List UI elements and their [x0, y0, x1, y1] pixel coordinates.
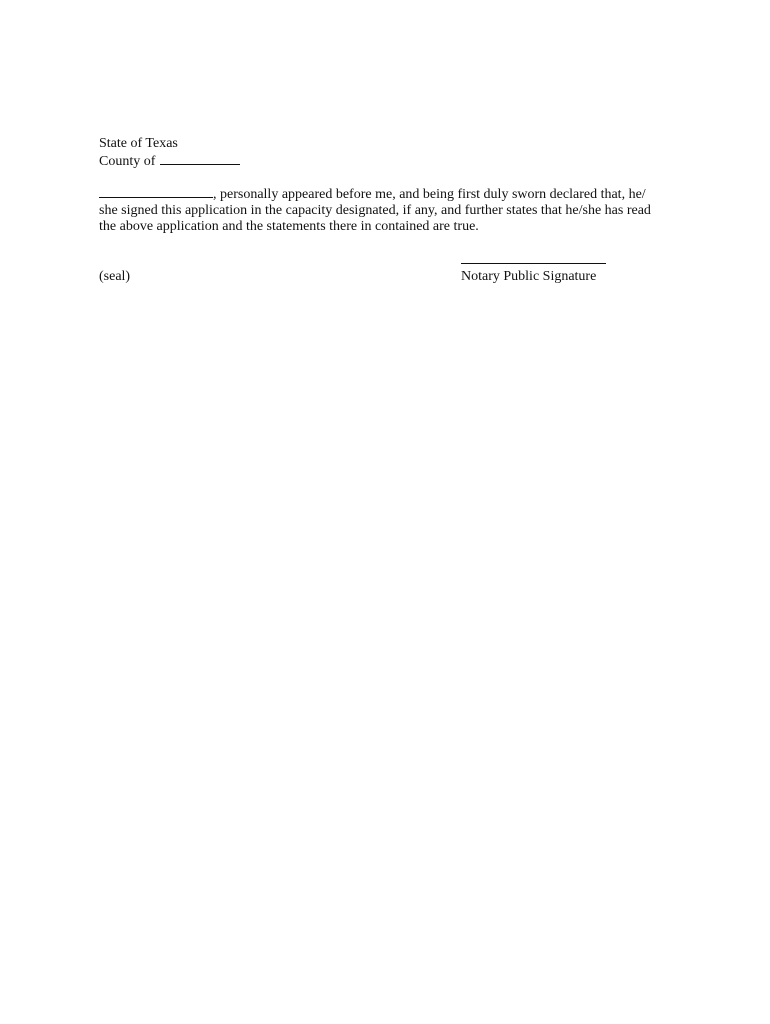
county-label: County of	[99, 154, 156, 169]
affiant-name-blank-field[interactable]	[99, 185, 213, 198]
affidavit-line-1-text: , personally appeared before me, and being first duly sworn declared that, he/	[213, 187, 646, 202]
affidavit-line-3-text: the above application and the statements there in contained are true.	[99, 219, 479, 234]
seal-text: (seal)	[99, 269, 131, 284]
seal-label	[99, 268, 130, 285]
affidavit-line-3	[99, 218, 479, 235]
state-text: State of Texas	[99, 136, 178, 151]
affidavit-line-2	[99, 202, 651, 219]
affidavit-line-1	[99, 185, 646, 203]
notary-signature-text: Notary Public Signature	[461, 269, 597, 284]
notary-signature-label	[461, 268, 596, 285]
affidavit-line-2-text: she signed this application in the capacity designated, if any, and further states that he/she has read	[99, 203, 651, 218]
notary-signature-line[interactable]	[461, 263, 606, 264]
state-label	[99, 135, 178, 152]
county-blank-field[interactable]	[160, 152, 240, 165]
county-line	[99, 152, 240, 170]
